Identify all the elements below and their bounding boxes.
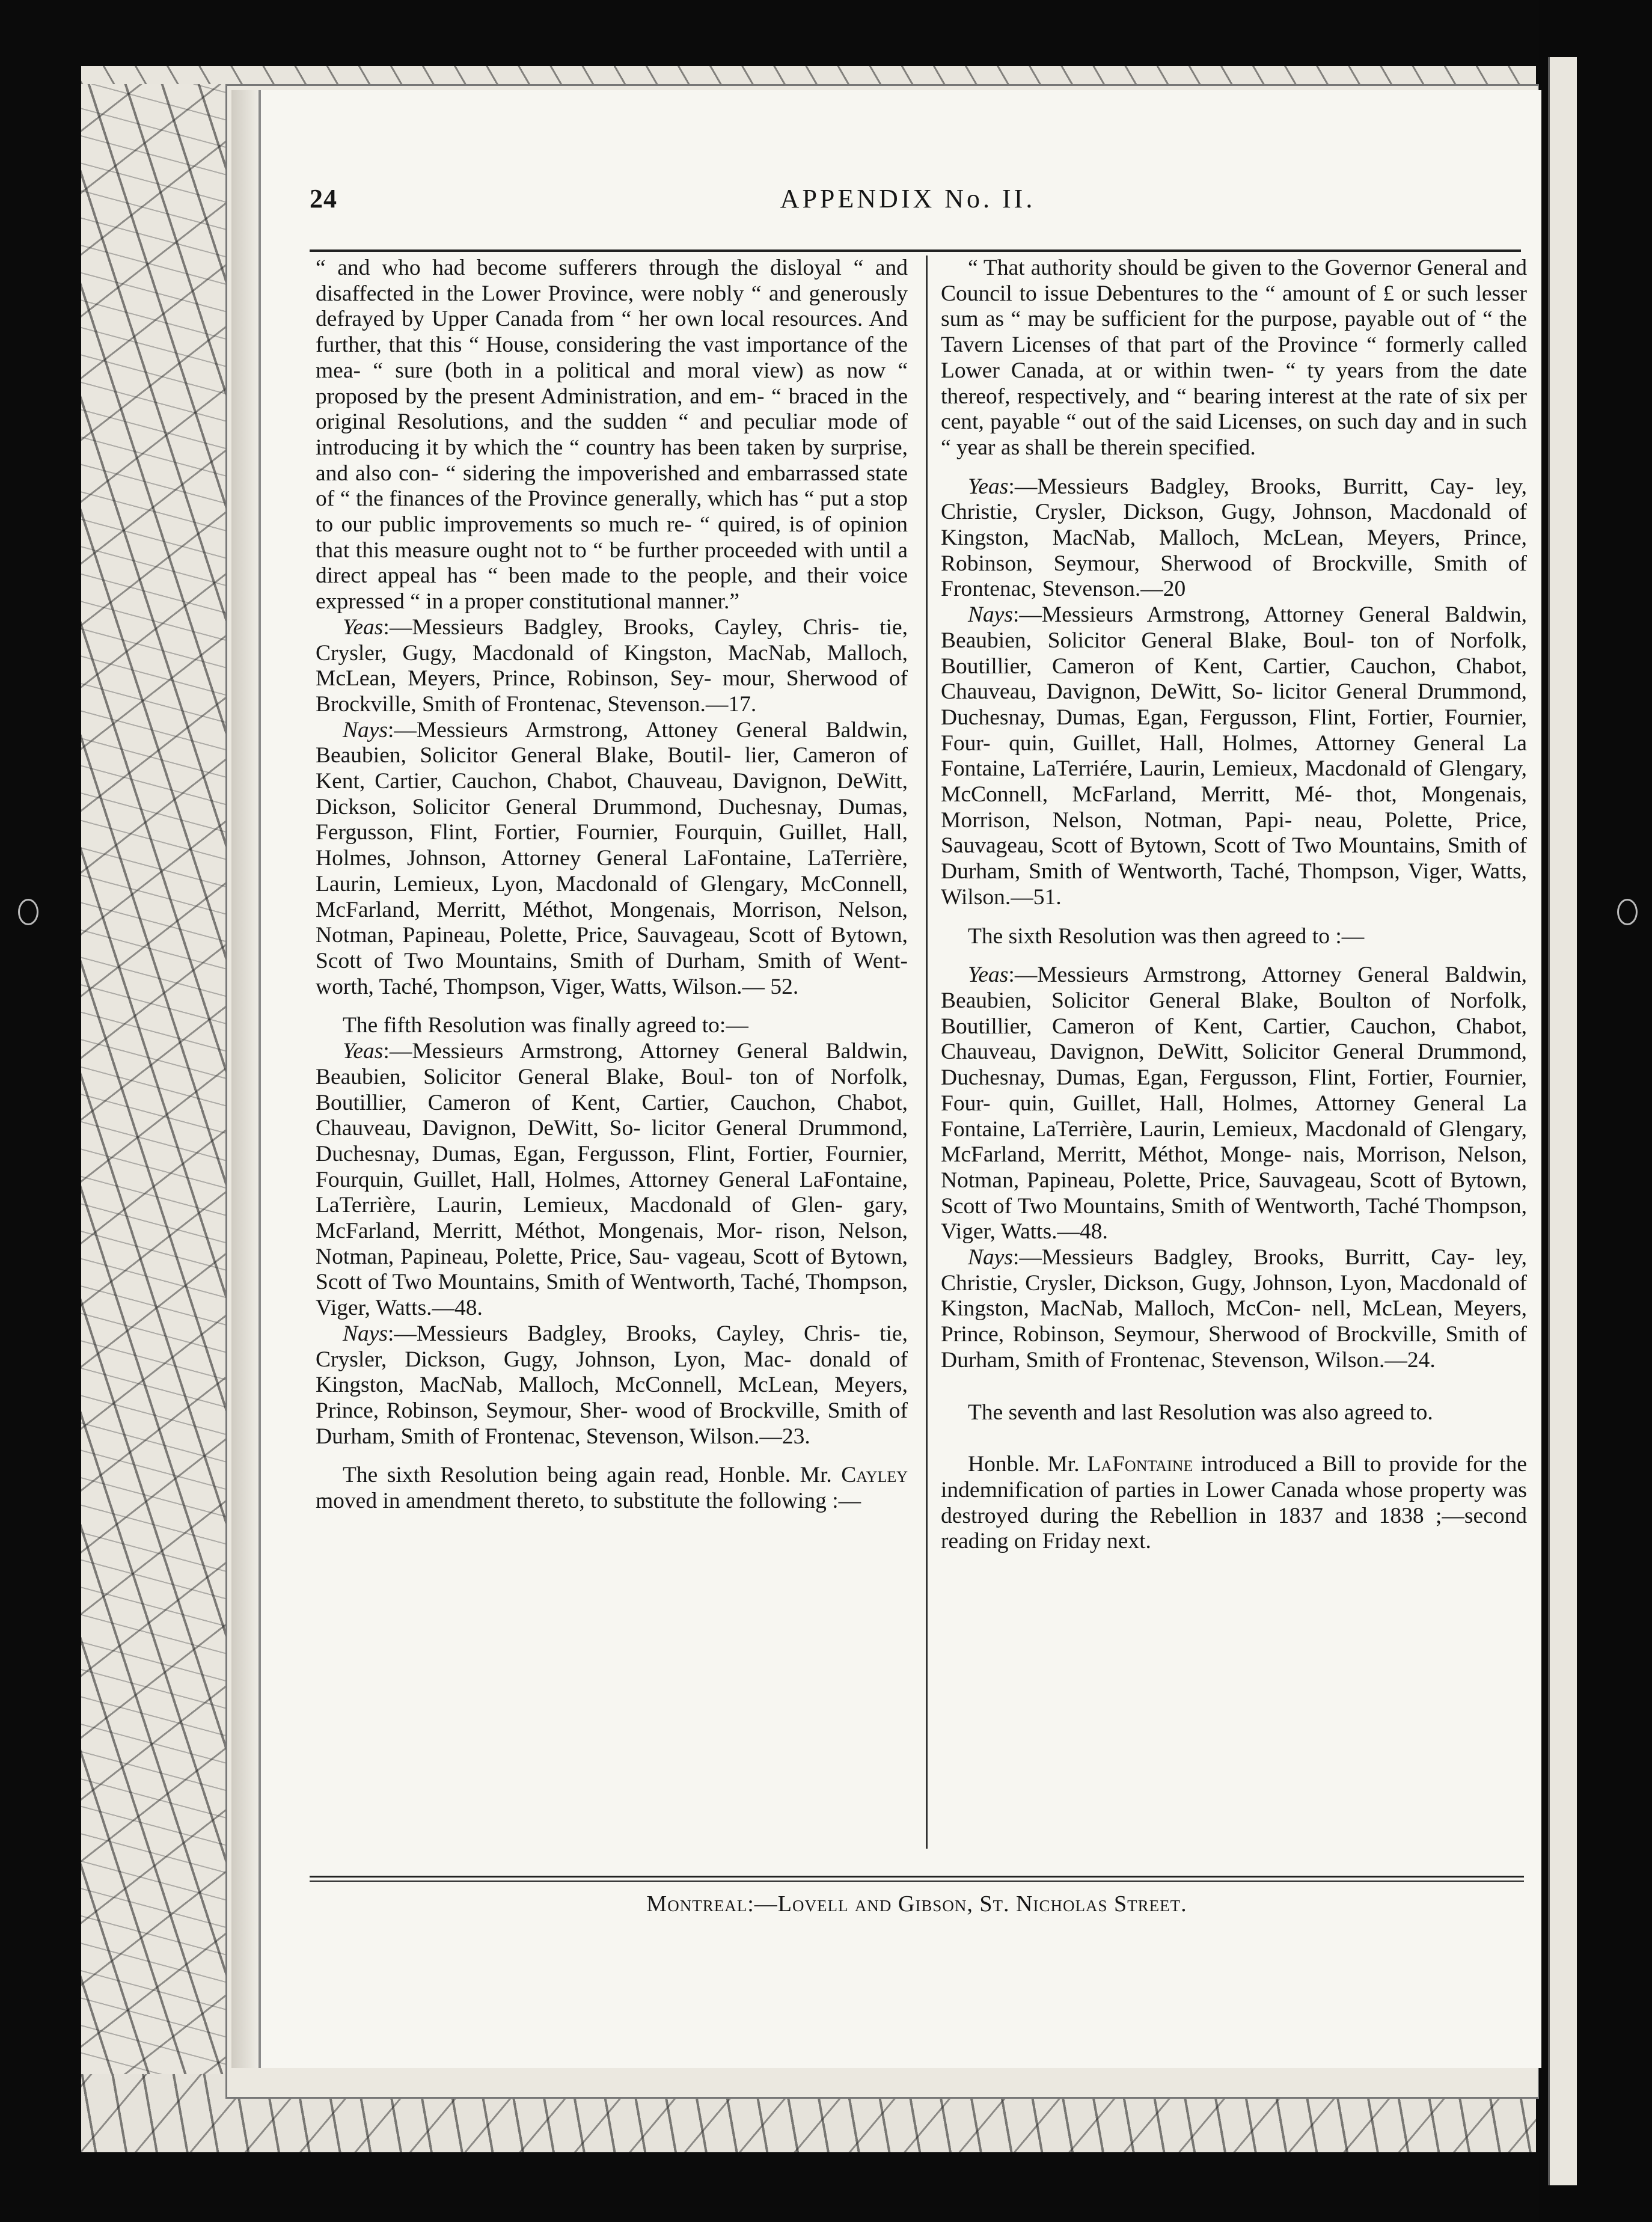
vote-label: Yeas [343, 1039, 384, 1064]
paragraph [941, 474, 1527, 603]
header-rule [310, 249, 1521, 252]
marbled-endpaper-left [81, 84, 231, 2146]
vote-label: Yeas [343, 614, 384, 640]
binding-hole [1617, 899, 1638, 925]
paragraph-text: :—Messieurs Armstrong, Attorney General Baldwin, Beaubien, Solicitor General Blake, Boul- ton of Norfolk, Boutillier, Cameron of Kent, Cartier, Cauchon, Chabot, Chauveau, Davignon, DeWitt, So- licitor General Drummond, Duchesnay, Dumas, Egan, Fergusson, Flint, Fortier, Fournier, Fourquin, Guillet, Hall, Holmes, Attorney General LaFontaine, LaTerrière, Laurin, Lemieux, Macdonald of Glen- gary, McFarland, Merritt, Méthot, Mongenais, Mor- rison, Nelson, Notman, Papineau, Polette, Price, Sau- vageau, Scott of Bytown, Scott of Two Mountains, Smith of Wentworth, Taché, Thompson, Viger, Watts.—48. [316, 1039, 908, 1321]
paragraph-text: The sixth Resolution was then agreed to :— [968, 923, 1365, 949]
paragraph [941, 602, 1527, 910]
paragraph [316, 1463, 908, 1514]
paragraph-text: moved in amendment thereto, to substitute the following :— [316, 1489, 861, 1514]
right-column [941, 256, 1527, 1555]
vote-label: Nays [968, 602, 1013, 628]
vote-label: Nays [968, 1245, 1013, 1270]
printer-imprint: Montreal:—Lovell and Gibson, St. Nicholas Street. [646, 1891, 1187, 1917]
paragraph [941, 256, 1527, 461]
paragraph-text: The fifth Resolution was finally agreed to:— [343, 1013, 748, 1038]
paragraph [941, 1400, 1527, 1426]
paragraph [316, 256, 908, 615]
paragraph-text: “ and who had become sufferers through the disloyal “ and disaffected in the Lower Province, were nobly “ and generously defrayed by Upper Canada from “ her own local resources. And further, that this “ House, considering the vast importance of the mea- “ sure (both in a political and moral view) as now “ proposed by the present Administration, and em- “ braced in the original Resolutions, and the sudden “ and peculiar mode of introducing it by which the “ country has been taken by surprise, and also con- “ sidering the impoverished and embarrassed state of “ the finances of the Province generally, which has “ put a stop to our public improvements so much re- “ quired, is of opinion that this measure ought not to “ be further proceeded with until a direct appeal has “ been made to the people, and their voice expressed “ in a proper constitutional manner.” [316, 256, 908, 614]
paragraph-text: The sixth Resolution being again read, Honble. Mr. [343, 1463, 832, 1488]
gutter-shadow [231, 90, 262, 2068]
binding-hole [18, 899, 38, 925]
paragraph-text: :—Messieurs Armstrong, Attorney General Baldwin, Beaubien, Solicitor General Blake, Boul- ton of Norfolk, Boutillier, Cameron of Kent, Cartier, Cauchon, Chabot, Chauveau, Davignon, DeWitt, So- licitor General Drummond, Duchesnay, Dumas, Egan, Fergusson, Flint, Fortier, Fournier, Four- quin, Guillet, Hall, Holmes, Attorney General La Fontaine, LaTerriére, Laurin, Lemieux, Macdonald of Glengary, McConnell, McFarland, Merritt, Mé- thot, Mongenais, Morrison, Nelson, Notman, Papi- neau, Polette, Price, Sauvageau, Scott of Bytown, Scott of Two Mountains, Smith of Durham, Smith of Wentworth, Taché, Thompson, Viger, Watts, Wilson.—51. [941, 602, 1527, 910]
page-title: APPENDIX No. II. [780, 184, 1036, 213]
paragraph [941, 924, 1527, 950]
paragraph [316, 718, 908, 1000]
paragraph-text: :—Messieurs Badgley, Brooks, Cayley, Chris- tie, Crysler, Dickson, Gugy, Johnson, Lyon, Mac- donald of Kingston, MacNab, Malloch, McConnell, McLean, Meyers, Prince, Robinson, Seymour, Sher- wood of Brockville, Smith of Durham, Smith of Frontenac, Stevenson, Wilson.—23. [316, 1321, 908, 1449]
paragraph-text: introduced a Bill to provide for the indemnification of parties in Lower Canada whose property was destroyed during the Rebellion in 1837 and 1838 ;—second reading on Friday next. [941, 1452, 1527, 1554]
paragraph-text: :—Messieurs Armstrong, Attorney General Baldwin, Beaubien, Solicitor General Blake, Boulton of Norfolk, Boutillier, Cameron of Kent, Cartier, Cauchon, Chabot, Chauveau, Davignon, DeWitt, Solicitor General Drummond, Duchesnay, Dumas, Egan, Fergusson, Flint, Fortier, Fournier, Four- quin, Guillet, Hall, Holmes, Attorney General La Fontaine, LaTerrière, Laurin, Lemieux, Macdonald of Glengary, McFarland, Merritt, Méthot, Monge- nais, Morrison, Nelson, Notman, Papineau, Polette, Price, Sauvageau, Scott of Bytown, Scott of Two Mountains, Smith of Wentworth, Taché Thompson, Viger, Watts.—48. [941, 963, 1527, 1244]
paragraph-text: :—Messieurs Badgley, Brooks, Burritt, Cay- ley, Christie, Crysler, Dickson, Gugy, Johnson, Macdonald of Kingston, MacNab, Malloch, McLean, Meyers, Prince, Robinson, Seymour, Sherwood of Brockville, Smith of Frontenac, Stevenson.—20 [941, 474, 1527, 602]
running-head [310, 183, 1506, 225]
vote-label: Yeas [968, 963, 1009, 988]
paragraph-text: The seventh and last Resolution was also agreed to. [968, 1400, 1433, 1425]
paragraph [941, 1452, 1527, 1555]
paragraph [316, 1013, 908, 1039]
binding-edge-right [1548, 57, 1577, 2185]
page-number: 24 [310, 184, 337, 213]
footer-rule [310, 1881, 1524, 1882]
paragraph-text: :—Messieurs Armstrong, Attoney General Baldwin, Beaubien, Solicitor General Blake, Boutil- lier, Cameron of Kent, Cartier, Cauchon, Chabot, Chauveau, Davignon, DeWitt, Dickson, Solicitor General Drummond, Duchesnay, Dumas, Fergusson, Flint, Fortier, Fournier, Fourquin, Guillet, Hall, Holmes, Johnson, Attorney General LaFontaine, LaTerrière, Laurin, Lemieux, Lyon, Macdonald of Glengary, McConnell, McFarland, Merritt, Méthot, Mongenais, Morrison, Nelson, Notman, Papineau, Polette, Price, Sauvageau, Scott of Bytown, Scott of Two Mountains, Smith of Durham, Smith of Went- worth, Taché, Thompson, Viger, Watts, Wilson.— 52. [316, 717, 908, 999]
vote-label: Yeas [968, 474, 1009, 499]
paragraph [316, 615, 908, 718]
paragraph-text: Honble. Mr. [968, 1452, 1080, 1477]
paragraph [941, 963, 1527, 1245]
paragraph [316, 1321, 908, 1450]
paragraph [941, 1245, 1527, 1374]
member-name: LaFontaine [1087, 1452, 1193, 1477]
member-name: Cayley [841, 1463, 908, 1488]
paragraph-text: “ That authority should be given to the Governor General and Council to issue Debentures to the “ amount of £ or such lesser sum as “ may be sufficient for the purpose, payable out of “ the Tavern Licenses of that part of the Province “ formerly called Lower Canada, at or within twen- “ ty years from the date thereof, respectively, and “ bearing interest at the rate of six per cent, payable “ out of the said Licenses, on such day and in such “ year as shall be therein specified. [941, 256, 1527, 460]
vote-label: Nays [343, 717, 388, 742]
vote-label: Nays [343, 1321, 388, 1346]
paragraph-text: :—Messieurs Badgley, Brooks, Burritt, Cay- ley, Christie, Crysler, Dickson, Gugy, Johnson, Lyon, Macdonald of Kingston, MacNab, Malloch, McCon- nell, McLean, Meyers, Prince, Robinson, Seymour, Sherwood of Brockville, Smith of Durham, Smith of Frontenac, Stevenson, Wilson.—24. [941, 1245, 1527, 1373]
paragraph [316, 1039, 908, 1321]
column-divider [926, 256, 928, 1849]
footer-rule [310, 1876, 1524, 1878]
left-column [316, 256, 908, 1514]
paragraph-text: :—Messieurs Badgley, Brooks, Cayley, Chris- tie, Crysler, Gugy, Macdonald of Kingston, MacNab, Malloch, McLean, Meyers, Prince, Robinson, Sey- mour, Sherwood of Brockville, Smith of Frontenac, Stevenson.—17. [316, 614, 908, 717]
